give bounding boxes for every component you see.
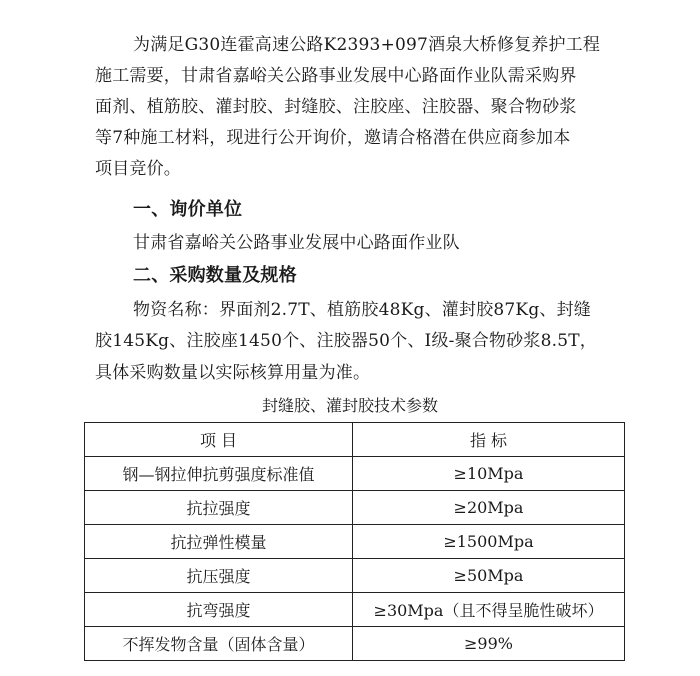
row-value: ≥20Mpa [353,491,625,525]
row-item: 抗拉强度 [85,491,353,525]
row-item: 不挥发物含量（固体含量） [85,627,353,661]
row-value: ≥50Mpa [353,559,625,593]
section2-line-2: 胶145Kg、注胶座1450个、注胶器50个、Ⅰ级-聚合物砂浆8.5T， [95,331,597,351]
header-indicator: 指 标 [353,423,625,457]
paragraph1-line-5: 项目竞价。 [95,159,181,179]
table-row [85,457,625,491]
paragraph1-line-3: 面剂、植筋胶、灌封胶、封缝胶、注胶座、注胶器、聚合物砂浆 [95,97,577,117]
section1-heading: 一、询价单位 [133,199,243,220]
row-item: 抗弯强度 [85,593,353,627]
spec-table [84,422,625,661]
table-row [85,525,625,559]
row-value: ≥30Mpa（且不得呈脆性破坏） [353,593,625,627]
paragraph1-line-2: 施工需要，甘肃省嘉峪关公路事业发展中心路面作业队需采购界 [95,66,577,86]
paragraph1-line-1: 为满足G30连霍高速公路K2393+097酒泉大桥修复养护工程 [133,35,601,55]
row-item: 抗拉弹性模量 [85,525,353,559]
table-row [85,491,625,525]
paragraph1-line-4: 等7种施工材料，现进行公开询价，邀请合格潜在供应商参加本 [95,128,571,148]
section2-heading: 二、采购数量及规格 [133,265,297,286]
section2-line-3: 具体采购数量以实际核算用量为准。 [95,363,371,383]
row-item: 抗压强度 [85,559,353,593]
table-row [85,593,625,627]
table-row [85,627,625,661]
row-value: ≥99% [353,627,625,661]
table-caption: 封缝胶、灌封胶技术参数 [261,396,438,415]
row-value: ≥1500Mpa [353,525,625,559]
table-header-row [85,423,625,457]
table-row [85,559,625,593]
section1-body: 甘肃省嘉峪关公路事业发展中心路面作业队 [133,233,460,253]
row-value: ≥10Mpa [353,457,625,491]
section2-line-1: 物资名称：界面剂2.7T、植筋胶48Kg、灌封胶87Kg、封缝 [133,300,592,320]
row-item: 钢—钢拉伸抗剪强度标准值 [85,457,353,491]
header-item: 项 目 [85,423,353,457]
